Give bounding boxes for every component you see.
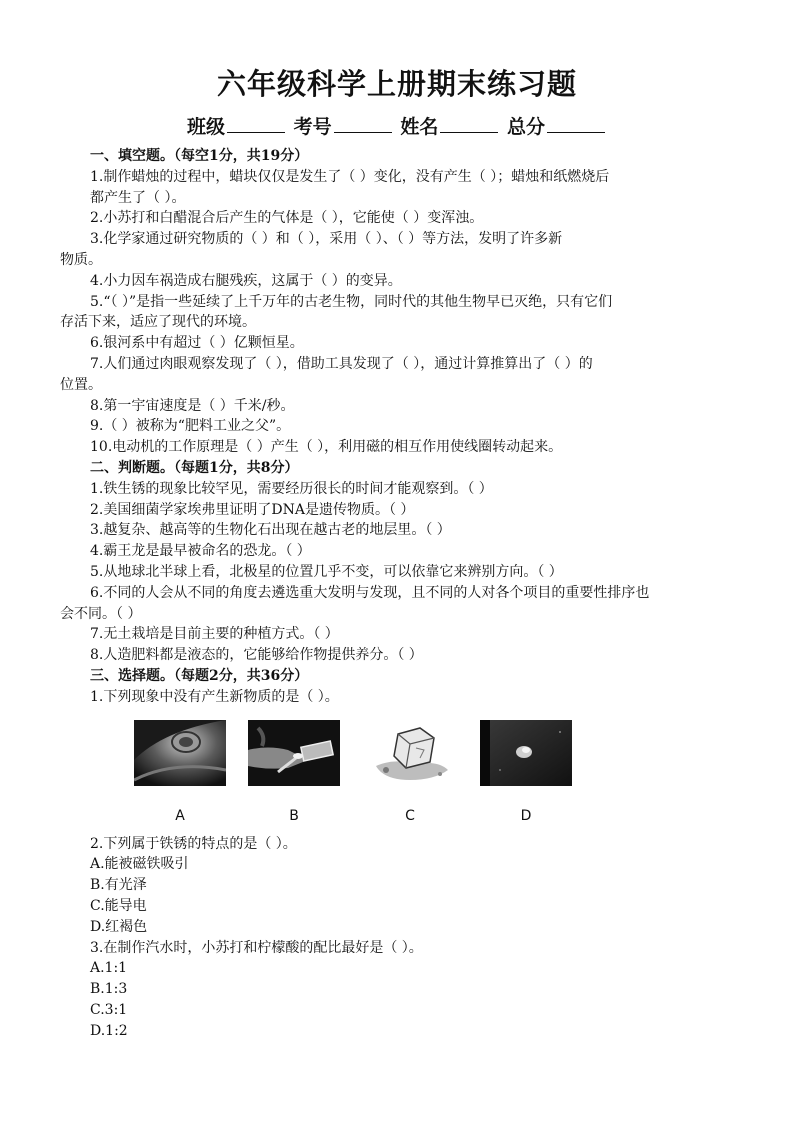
question-line: 5.“（ ）”是指一些延续了上千万年的古老生物，同时代的其他生物早已灭绝，只有它们: [90, 293, 613, 310]
question-line: 都产生了（ ）。: [90, 189, 186, 206]
question-line: D.红褐色: [90, 918, 148, 935]
question-line: 6.银河系中有超过（ ）亿颗恒星。: [90, 335, 304, 352]
question-line: 8.第一宇宙速度是（ ）千米/秒。: [90, 397, 295, 414]
figure-a-photo: [134, 720, 226, 786]
section-heading: 三、选择题。（每题2分，共36分）: [90, 667, 309, 684]
id-label: 考号: [293, 116, 332, 138]
question-line: 1.制作蜡烛的过程中，蜡块仅仅是发生了（ ）变化，没有产生（ ）；蜡烛和纸燃烧后: [90, 168, 610, 185]
question-line: 3.越复杂、越高等的生物化石出现在越古老的地层里。（ ）: [90, 522, 451, 539]
figure-label-a: A: [175, 807, 185, 824]
figure-label-c: C: [405, 807, 415, 824]
question-line: 6.不同的人会从不同的角度去遴选重大发明与发现，且不同的人对各个项目的重要性排序也: [90, 584, 650, 601]
score-blank[interactable]: [547, 114, 605, 133]
question-line: A.能被磁铁吸引: [90, 856, 189, 873]
student-info-line: [0, 112, 794, 139]
question-line: 会不同。（ ）: [60, 605, 142, 622]
figure-d-photo: [480, 720, 572, 786]
question-line: B.1:3: [90, 981, 128, 998]
question-line: 8.人造肥料都是液态的，它能够给作物提供养分。（ ）: [90, 647, 423, 664]
question-line: 4.小力因车祸造成右腿残疾，这属于（ ）的变异。: [90, 272, 402, 289]
question-line: 7.人们通过肉眼观察发现了（ ），借助工具发现了（ ），通过计算推算出了（ ）的: [90, 355, 593, 372]
figure-c-ice-cube: [364, 720, 456, 786]
question-line: 存活下来，适应了现代的环境。: [60, 314, 256, 331]
question-line: 3.化学家通过研究物质的（ ）和（ ），采用（ ）、（ ）等方法，发明了许多新: [90, 231, 563, 248]
figure-label-d: D: [520, 807, 532, 824]
question-line: C.3:1: [90, 1001, 128, 1018]
question-line: 4.霸王龙是最早被命名的恐龙。（ ）: [90, 543, 311, 560]
id-blank[interactable]: [334, 114, 392, 133]
page-title: 六年级科学上册期末练习题: [216, 67, 577, 101]
class-label: 班级: [187, 116, 226, 138]
question-line: A.1:1: [90, 960, 128, 977]
questions-content: [60, 146, 736, 1041]
figure-label-b: B: [289, 807, 299, 824]
question-line: 10.电动机的工作原理是（ ）产生（ ），利用磁的相互作用使线圈转动起来。: [90, 439, 563, 456]
figure-b-photo: [248, 720, 340, 786]
question-line: 9.（ ）被称为“肥料工业之父”。: [90, 418, 291, 435]
question-line: C.能导电: [90, 897, 147, 914]
choice-figures: [60, 708, 736, 834]
question-line: 物质。: [60, 251, 102, 268]
question-lines-part-1: [60, 146, 736, 708]
question-lines-part-2: [60, 834, 736, 1042]
question-line: D.1:2: [90, 1022, 128, 1039]
score-label: 总分: [506, 116, 545, 138]
name-blank[interactable]: [440, 114, 498, 133]
question-line: 3.在制作汽水时，小苏打和柠檬酸的配比最好是（ ）。: [90, 939, 423, 956]
section-heading: 二、判断题。（每题1分，共8分）: [90, 459, 299, 476]
question-line: 1.下列现象中没有产生新物质的是（ ）。: [90, 688, 339, 705]
question-line: 位置。: [60, 376, 102, 393]
question-line: 5.从地球北半球上看，北极星的位置几乎不变，可以依靠它来辨别方向。（ ）: [90, 563, 563, 580]
question-line: 7.无土栽培是目前主要的种植方式。（ ）: [90, 626, 339, 643]
question-line: 2.美国细菌学家埃弗里证明了DNA是遗传物质。（ ）: [90, 501, 415, 518]
question-line: B.有光泽: [90, 877, 147, 894]
section-heading: 一、填空题。（每空1分，共19分）: [90, 148, 309, 164]
name-label: 姓名: [400, 116, 439, 138]
question-line: 2.下列属于铁锈的特点的是（ ）。: [90, 835, 297, 852]
question-line: 2.小苏打和白醋混合后产生的气体是（ ），它能使（ ）变浑浊。: [90, 210, 484, 227]
question-line: 1.铁生锈的现象比较罕见，需要经历很长的时间才能观察到。（ ）: [90, 480, 493, 497]
class-blank[interactable]: [227, 114, 285, 133]
